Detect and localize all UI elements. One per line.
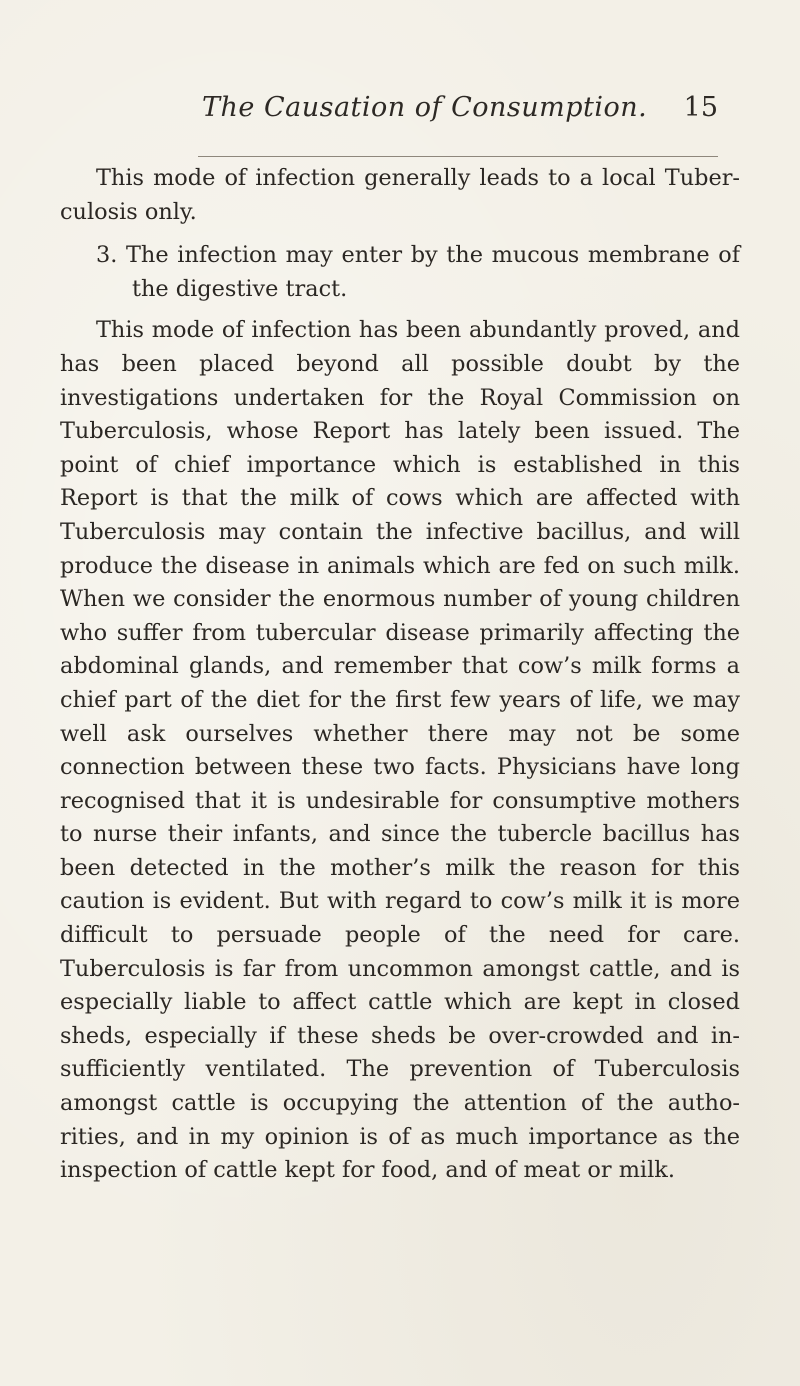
- body-text: [60, 162, 740, 1188]
- paragraph-2-item-3: 3. The infection may enter by the mucous membrane of the digestive tract.: [96, 242, 740, 302]
- paragraph-3: This mode of infection has been abundantly proved, and has been placed beyond all possible doubt by the investigations undertaken for the Royal Commission on Tuberculosis, whose Report has lately been issued. The point of chief importance which is established in this Report is that the milk of cows which are affected with Tuberculosis may contain the infective bacillus, and will produce the disease in animals which are fed on such milk. When we consider the enormous number of young children who suffer from tubercular disease primarily affecting the abdominal glands, and remember that cow’s milk forms a chief part of the diet for the first few years of life, we may well ask ourselves whether there may not be some connection between these two facts. Physicians have long recognised that it is undesirable for consumptive mothers to nurse their infants, and since the tubercle bacillus has been detected in the mother’s milk the reason for this caution is evident. But with regard to cow’s milk it is more difficult to persuade people of the need for care. Tuberculosis is far from uncommon amongst cattle, and is especially liable to affect cattle which are kept in closed sheds, especially if these sheds be over-crowded and in-sufficiently ventilated. The prevention of Tuberculosis amongst cattle is occupying the attention of the autho-rities, and in my opinion is of as much importance as the inspection of cattle kept for food, and of meat or milk.: [60, 317, 740, 1184]
- page-header: [198, 92, 718, 138]
- page-number: 15: [683, 92, 718, 123]
- header-rule: [198, 156, 718, 157]
- paragraph-1: This mode of infection generally leads to a local Tuber-culosis only.: [60, 165, 740, 225]
- running-title: The Causation of Consumption.: [202, 92, 648, 123]
